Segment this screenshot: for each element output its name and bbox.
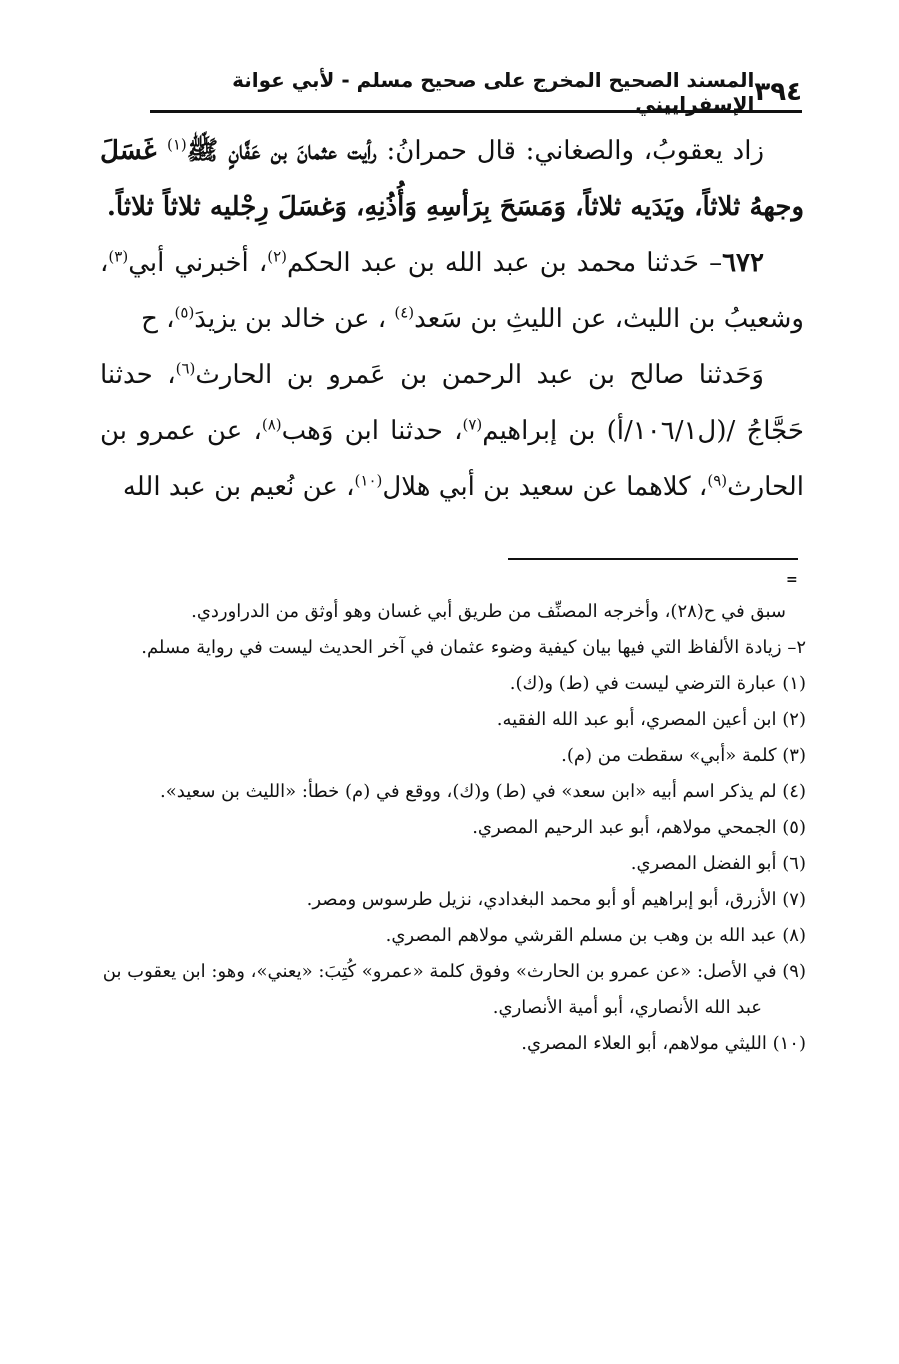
text-run: ، حدثنا ابن وَهب [281,416,463,446]
text-run-bold: غَسَلَ وجههُ ثلاثاً، ويَدَيه ثلاثاً، وَمَسَحَ بِرَأسِهِ وَأُذُنِهِ، وَغسَلَ رِجْليه ثلاثاً ثلاثاً. [100,136,804,222]
footnotes [86,594,806,1062]
footnote-ref-3: (٣) [108,247,129,266]
text-run: زاد يعقوبُ، والصغاني: قال حمرانُ: [376,136,765,166]
footnote-3: (٣) كلمة «أبي» سقطت من (م). [561,745,806,766]
footnote-ref-4: (٤) [394,303,415,322]
text-run: ، أخبرني أبي [128,248,268,278]
text-run-bold: رأيت عثمانَ بن عَفَّانٍ ﷺ [186,136,377,166]
footnote-continuation-item: ٢– زيادة الألفاظ التي فيها بيان كيفية وضوء عثمان في آخر الحديث ليست في رواية مسلم. [141,637,806,658]
footnote-2: (٢) ابن أعين المصري، أبو عبد الله الفقيه. [496,709,806,730]
footnote-ref-1: (١) [166,135,187,154]
text-run: ، عن خالد بن يزيدَ [194,304,395,334]
paragraph-addition [100,123,804,235]
text-run: ، حدثنا حَجَّاجُ /(ل١٠٦/١/أ) بن إبراهيم [100,360,805,446]
main-text [100,123,804,515]
footnote-ref-8: (٨) [261,415,282,434]
footnote-6: (٦) أبو الفضل المصري. [630,853,806,874]
footnote-9: (٩) في الأصل: «عن عمرو بن الحارث» وفوق كلمة «عمرو» كُتِبَ: «يعني»، وهو: ابن يعقوب بن عبد الله الأنصاري، أبو أمية الأنصاري. [102,961,806,1018]
footnote-continuation: سبق في ح(٢٨)، وأخرجه المصنِّف من طريق أبي غسان وهو أوثق من الدراوردي. [191,601,786,622]
footnote-7: (٧) الأزرق، أبو إبراهيم أو أبو محمد البغدادي، نزيل طرسوس ومصر. [306,889,806,910]
hadith-number: ٦٧٢ [722,248,764,278]
page-number: ٣٩٤ [754,77,802,107]
header-rule [150,110,802,113]
continuation-mark: = [786,572,798,588]
hadith-672 [100,235,804,347]
page-header [150,68,802,116]
footnote-ref-5: (٥) [174,303,195,322]
footnote-8: (٨) عبد الله بن وهب بن مسلم القرشي مولاهم المصري. [385,925,806,946]
footnote-ref-9: (٩) [707,471,728,490]
text-run: ، كلاهما عن سعيد بن أبي هلال [382,472,708,502]
footnote-ref-6: (٦) [175,359,196,378]
text-run: – حَدثنا محمد بن عبد الله بن عبد الحكم [287,248,723,278]
text-run: وَحَدثنا صالح بن عبد الرحمن بن عَمرو بن الحارث [195,360,764,390]
text-run: ، ح [141,304,175,334]
running-title: المسند الصحيح المخرج على صحيح مسلم - لأبي عوانة الإسفراييني [232,68,755,116]
text-run: ، وشعيبُ بن الليث، عن الليثِ بن سَعد [100,248,804,334]
footnote-1: (١) عبارة الترضي ليست في (ط) و(ك). [509,673,806,694]
footnote-10: (١٠) الليثي مولاهم، أبو العلاء المصري. [521,1033,806,1054]
text-run: ، عن عمرو بن الحارث [100,416,804,502]
paragraph-second-chain [100,347,804,515]
footnote-ref-2: (٢) [267,247,288,266]
footnote-ref-7: (٧) [462,415,483,434]
footnote-separator [508,558,798,560]
text-run: ، عن نُعيم بن عبد الله [122,472,355,502]
footnote-ref-10: (١٠) [354,471,383,490]
footnote-5: (٥) الجمحي مولاهم، أبو عبد الرحيم المصري. [472,817,806,838]
footnote-4: (٤) لم يذكر اسم أبيه «ابن سعد» في (ط) و(ك)، ووقع في (م) خطأ: «الليث بن سعيد». [160,781,806,802]
